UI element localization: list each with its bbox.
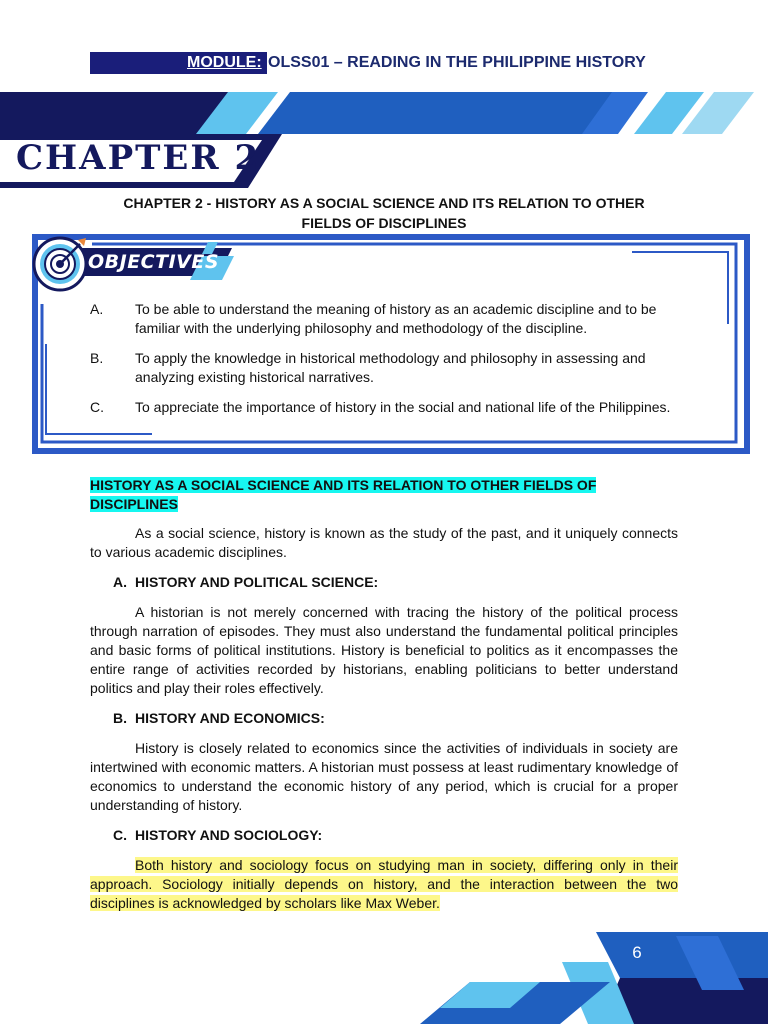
objective-item — [90, 398, 690, 417]
chapter-heading-line-1: CHAPTER 2 - HISTORY AS A SOCIAL SCIENCE AND ITS RELATION TO OTHER — [123, 195, 645, 211]
target-icon — [34, 238, 86, 290]
objective-letter: B. — [90, 350, 104, 366]
objective-letter: C. — [90, 399, 104, 415]
module-title: OLSS01 – READING IN THE PHILIPPINE HISTORY — [268, 54, 646, 71]
section-letter: C. — [113, 827, 127, 843]
objective-letter: A. — [90, 301, 104, 317]
page-number: 6 — [632, 943, 642, 962]
section-letter: A. — [113, 574, 127, 590]
section-title-text: HISTORY AND SOCIOLOGY: — [135, 827, 323, 843]
main-content — [90, 476, 678, 913]
module-label: MODULE: — [187, 54, 262, 71]
objective-text: To appreciate the importance of history in the social and national life of the Philippines. — [135, 399, 671, 415]
objective-text: To apply the knowledge in historical methodology and philosophy in assessing and analyzing existing historical narratives. — [135, 350, 646, 385]
objectives-badge-label: OBJECTIVES — [88, 251, 220, 273]
objective-item — [90, 300, 690, 338]
footer-graphic — [0, 920, 768, 1024]
chapter-banner-title: CHAPTER 2 — [16, 138, 261, 178]
section-body: History is closely related to economics since the activities of individuals in society are intertwined with economic matters. A historian must possess at least rudimentary knowledge of economics to understand the economic history of any period, which is crucial for a proper understanding of history. — [90, 740, 678, 813]
section-letter: B. — [113, 710, 127, 726]
section-main-heading-wrap — [90, 476, 678, 514]
highlighted-text: Both history and sociology focus on studying man in society, differing only in their approach. Sociology initially depends on history, and the interaction between the two disciplines is acknowledged by scholars like Max Weber. — [90, 857, 678, 911]
intro-paragraph: As a social science, history is known as the study of the past, and it uniquely connects to various academic disciplines. — [90, 525, 678, 560]
section-title — [90, 709, 678, 728]
module-header — [90, 52, 666, 74]
section-body-highlighted — [90, 856, 678, 913]
section-title — [90, 826, 678, 845]
section-title-text: HISTORY AND ECONOMICS: — [135, 710, 325, 726]
section-title — [90, 573, 678, 592]
objectives-list — [90, 300, 690, 428]
section-body: A historian is not merely concerned with tracing the history of the political process through narration of episodes. They must also understand the fundamental political principles and basic forms of political institutions. History is beneficial to politics as it encompasses the entire range of activities recorded by historians, enabling politicians to better understand politics and play their roles effectively. — [90, 604, 678, 696]
section-title-text: HISTORY AND POLITICAL SCIENCE: — [135, 574, 379, 590]
objective-text: To be able to understand the meaning of history as an academic discipline and to be familiar with the underlying philosophy and methodology of the discipline. — [135, 301, 657, 336]
chapter-heading — [60, 193, 708, 233]
objective-item — [90, 349, 690, 387]
section-main-heading: HISTORY AS A SOCIAL SCIENCE AND ITS RELATION TO OTHER FIELDS OF DISCIPLINES — [90, 477, 597, 512]
chapter-heading-line-2: FIELDS OF DISCIPLINES — [301, 215, 467, 231]
